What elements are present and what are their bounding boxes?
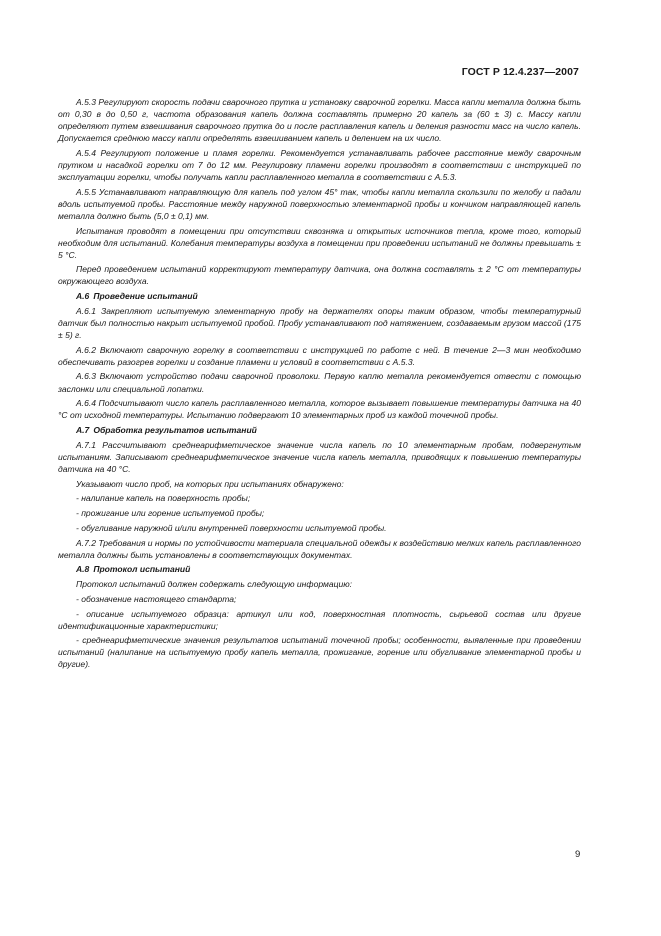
paragraph: А.7.2 Требования и нормы по устойчивости материала специальной одежды к воздействию мелких капель расплавленного металла должны быть установлены в соответствующих документах.: [58, 537, 581, 560]
list-item: - прожигание или горение испытуемой пробы;: [76, 508, 265, 519]
paragraph: - описание испытуемого образца: артикул или код, поверхностная плотность, сырьевой состав или другие идентификационные характеристики;: [58, 608, 581, 631]
section-heading: [58, 290, 581, 302]
section-title: Протокол испытаний: [93, 564, 191, 575]
list-item: Протокол испытаний должен содержать следующую информацию:: [76, 579, 353, 590]
section-title: Проведение испытаний: [93, 291, 198, 302]
paragraph: А.6.2 Включают сварочную горелку в соответствии с инструкцией по работе с ней. В течение 2—3 мин необходимо обеспечивать разогрев горелки и создание пламени и условий в соответствии с А.5.3.: [58, 344, 581, 367]
list-item: - налипание капель на поверхность пробы;: [76, 493, 251, 504]
list-item: Указывают число проб, на которых при испытаниях обнаружено:: [76, 478, 344, 489]
paragraph: А.6.3 Включают устройство подачи сварочной проволоки. Первую каплю металла рекомендуется отвести с помощью заслонки или специальной лопатки.: [58, 371, 581, 394]
paragraph: А.5.3 Регулируют скорость подачи сварочного прутка и установку сварочной горелки. Масса капли металла должна быть от 0,30 в до 0,50 г, частота образования капель должна составлять примерно 20 капель за (60 ± 3) с. Массу капли определяют путем взвешивания сварочного прутка до и после расплавления капель и деления разности масс на число капель. Допускается среднюю массу капли определять взвешиванием капель и делением на их число.: [58, 97, 581, 144]
paragraph: - среднеарифметические значения результатов испытаний точечной пробы; особенности, выявленные при проведении испытаний (налипание на испытуемую пробу капель металла, прожигание, горение или обугливание элементарной пробы и другие).: [58, 635, 581, 670]
section-number: А.6: [76, 291, 90, 302]
paragraph: А.6.1 Закрепляют испытуемую элементарную пробу на держателях опоры таким образом, чтобы температурный датчик был полностью накрыт испытуемой пробой. Пробу устанавливают под натяжением, создаваемым грузом массой (175 ± 5) г.: [58, 305, 581, 340]
page-number: 9: [575, 849, 581, 860]
section-heading: [58, 424, 581, 436]
paragraph: А.6.4 Подсчитывают число капель расплавленного металла, которое вызывает повышение температуры датчика на 40 °С от исходной температуры. Испытанию подвергают 10 элементарных проб из каждой точечной пробы.: [58, 398, 581, 421]
section-heading: [58, 563, 581, 575]
paragraph: Перед проведением испытаний корректируют температуру датчика, она должна составлять ± 2 °С от температуры окружающего воздуха.: [58, 264, 581, 287]
paragraph: А.5.5 Устанавливают направляющую для капель под углом 45° так, чтобы капли металла скользили по желобу и падали вдоль испытуемой пробы. Расстояние между наружной поверхностью элементарной пробы и кончиком направляющей капель металла должно быть (5,0 ± 0,1) мм.: [58, 186, 581, 221]
document-body: [58, 96, 581, 673]
paragraph: А.7.1 Рассчитывают среднеарифметическое значение числа капель по 10 элементарным пробам, подвергнутым испытаниям. Записывают среднеарифметическое значение числа капель металла, приводящих к повышению температуры датчика на 40 °С.: [58, 439, 581, 474]
document-header: ГОСТ Р 12.4.237—2007: [461, 66, 579, 78]
list-item: - обугливание наружной и/или внутренней поверхности испытуемой пробы.: [76, 522, 387, 533]
section-title: Обработка результатов испытаний: [93, 425, 257, 436]
paragraph: Испытания проводят в помещении при отсутствии сквозняка и открытых источников тепла, кроме того, который необходим для испытаний. Колебания температуры воздуха в помещении при проведении испытаний не должны превышать ± 5 °С.: [58, 225, 581, 260]
section-number: А.8: [76, 564, 90, 575]
list-item: - обозначение настоящего стандарта;: [76, 593, 237, 604]
section-number: А.7: [76, 425, 90, 436]
paragraph: А.5.4 Регулируют положение и пламя горелки. Рекомендуется устанавливать рабочее расстояние между сварочным прутком и насадкой горелки от 7 до 12 мм. Регулировку пламени горелки производят в соответствии с инструкцией по эксплуатации горелки, чтобы получать капли расплавленного металла в соответствии с А.5.3.: [58, 147, 581, 182]
